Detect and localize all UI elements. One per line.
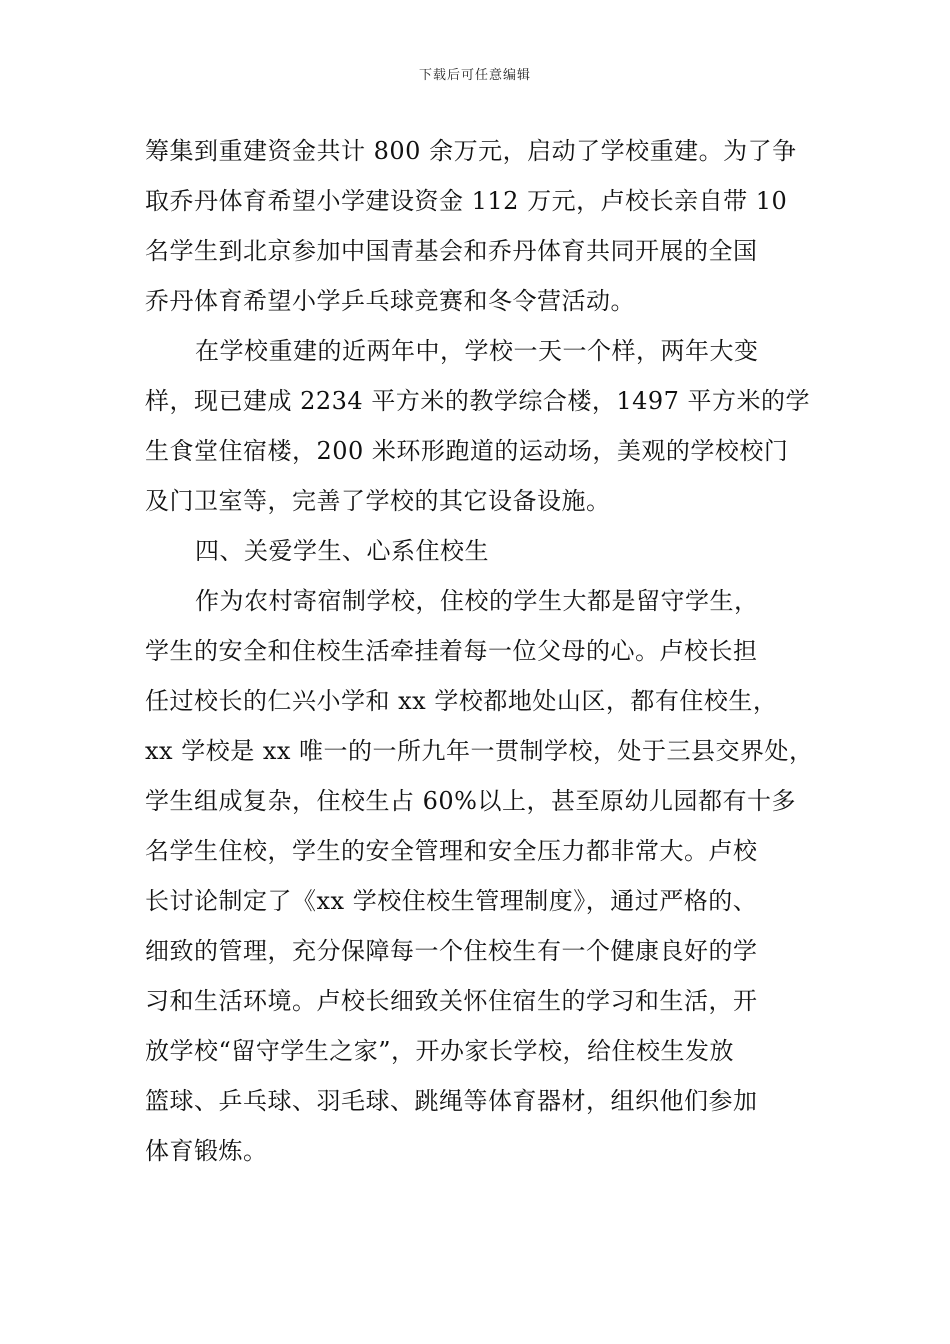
text-line: 学生的安全和住校生活牵挂着每一位父母的心。卢校长担 <box>145 637 758 665</box>
section-heading <box>145 526 810 576</box>
text-line: 乔丹体育希望小学乒乓球竞赛和冬令营活动。 <box>145 287 635 315</box>
text-line: 体育锻炼。 <box>145 1137 268 1165</box>
paragraph <box>145 326 810 526</box>
text-line: 名学生到北京参加中国青基会和乔丹体育共同开展的全国 <box>145 237 758 265</box>
text-line: 在学校重建的近两年中，学校一天一个样，两年大变 <box>195 337 759 365</box>
text-line: 生食堂住宿楼，200 米环形跑道的运动场，美观的学校校门 <box>145 437 789 465</box>
text-line: 篮球、乒乓球、羽毛球、跳绳等体育器材，组织他们参加 <box>145 1087 758 1115</box>
text-line: 作为农村寄宿制学校，住校的学生大都是留守学生， <box>195 587 759 615</box>
text-line: 放学校“留守学生之家”，开办家长学校，给住校生发放 <box>145 1037 735 1065</box>
text-line: 样，现已建成 2234 平方米的教学综合楼，1497 平方米的学 <box>145 387 811 415</box>
text-line: 习和生活环境。卢校长细致关怀住宿生的学习和生活，开 <box>145 987 758 1015</box>
text-line: 名学生住校，学生的安全管理和安全压力都非常大。卢校 <box>145 837 758 865</box>
text-line: 细致的管理，充分保障每一个住校生有一个健康良好的学 <box>145 937 758 965</box>
text-line: xx 学校是 xx 唯一的一所九年一贯制学校，处于三县交界处， <box>145 737 814 765</box>
text-line: 长讨论制定了《xx 学校住校生管理制度》，通过严格的、 <box>145 887 758 915</box>
page-header: 下载后可任意编辑 <box>418 68 531 83</box>
text-line: 任过校长的仁兴小学和 xx 学校都地处山区，都有住校生， <box>145 687 778 715</box>
section-heading-text: 四、关爱学生、心系住校生 <box>195 537 489 565</box>
text-line: 及门卫室等，完善了学校的其它设备设施。 <box>145 487 611 515</box>
paragraph <box>145 126 810 326</box>
text-line: 学生组成复杂，住校生占 60%以上，甚至原幼儿园都有十多 <box>145 787 796 815</box>
text-line: 取乔丹体育希望小学建设资金 112 万元，卢校长亲自带 10 <box>145 187 788 215</box>
document-body <box>145 126 814 1176</box>
paragraph <box>145 576 814 1176</box>
text-line: 筹集到重建资金共计 800 余万元，启动了学校重建。为了争 <box>145 137 797 165</box>
